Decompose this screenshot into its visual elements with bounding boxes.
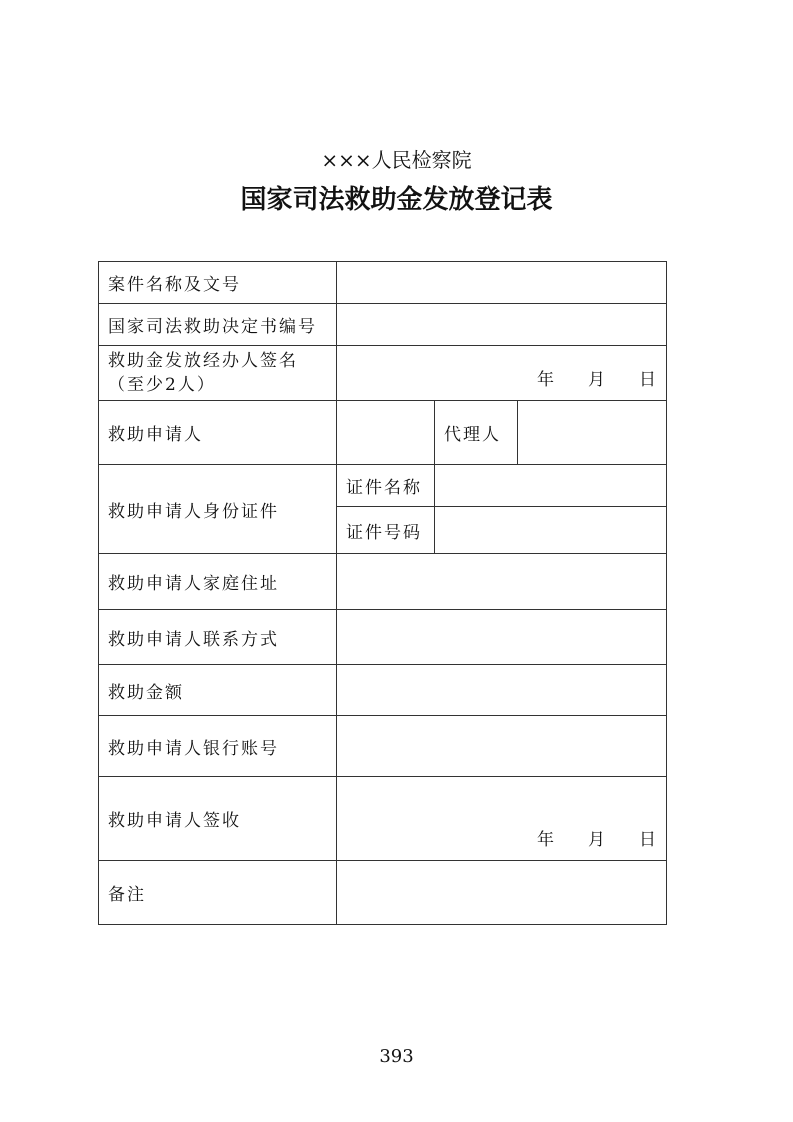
label-handler-line2: （至少2人）: [108, 375, 216, 395]
value-bank[interactable]: [337, 716, 667, 777]
label-id-doc: 救助申请人身份证件: [99, 465, 337, 554]
label-remarks: 备注: [99, 861, 337, 925]
day-label: 日: [639, 830, 657, 850]
value-contact[interactable]: [337, 610, 667, 665]
value-handler-signature[interactable]: [337, 346, 667, 401]
row-amount: [99, 665, 667, 716]
row-bank: [99, 716, 667, 777]
year-label: 年: [537, 370, 555, 390]
row-address: [99, 554, 667, 610]
value-case[interactable]: [337, 262, 667, 304]
day-label: 日: [639, 370, 657, 390]
month-label: 月: [588, 830, 606, 850]
value-remarks[interactable]: [337, 861, 667, 925]
label-id-name: 证件名称: [337, 465, 435, 507]
value-address[interactable]: [337, 554, 667, 610]
value-applicant[interactable]: [337, 401, 435, 465]
row-receipt: [99, 777, 667, 861]
value-receipt-signature[interactable]: [337, 777, 667, 861]
value-amount[interactable]: [337, 665, 667, 716]
page-number: 393: [379, 1046, 414, 1067]
value-id-name[interactable]: [435, 465, 667, 507]
handler-date: [537, 365, 656, 390]
row-decision-no: [99, 304, 667, 346]
label-bank: 救助申请人银行账号: [99, 716, 337, 777]
label-applicant: 救助申请人: [99, 401, 337, 465]
label-id-number: 证件号码: [337, 507, 435, 554]
label-receipt: 救助申请人签收: [99, 777, 337, 861]
value-id-number[interactable]: [435, 507, 667, 554]
value-decision-no[interactable]: [337, 304, 667, 346]
year-label: 年: [537, 830, 555, 850]
label-decision-no: 国家司法救助决定书编号: [99, 304, 337, 346]
label-agent: 代理人: [435, 401, 518, 465]
row-case: [99, 262, 667, 304]
row-applicant: [99, 401, 667, 465]
row-handler: [99, 346, 667, 401]
value-agent[interactable]: [518, 401, 667, 465]
label-address: 救助申请人家庭住址: [99, 554, 337, 610]
row-contact: [99, 610, 667, 665]
label-case: 案件名称及文号: [99, 262, 337, 304]
procuratorate-name: ×××人民检察院: [321, 148, 472, 172]
row-id-name: [99, 465, 667, 507]
label-amount: 救助金额: [99, 665, 337, 716]
receipt-date: [537, 825, 656, 850]
month-label: 月: [588, 370, 606, 390]
registration-form-table: [98, 261, 667, 925]
label-handler-line1: 救助金发放经办人签名: [108, 351, 298, 371]
label-handler: [99, 346, 337, 401]
label-contact: 救助申请人联系方式: [99, 610, 337, 665]
form-title: 国家司法救助金发放登记表: [240, 185, 553, 215]
row-remarks: [99, 861, 667, 925]
